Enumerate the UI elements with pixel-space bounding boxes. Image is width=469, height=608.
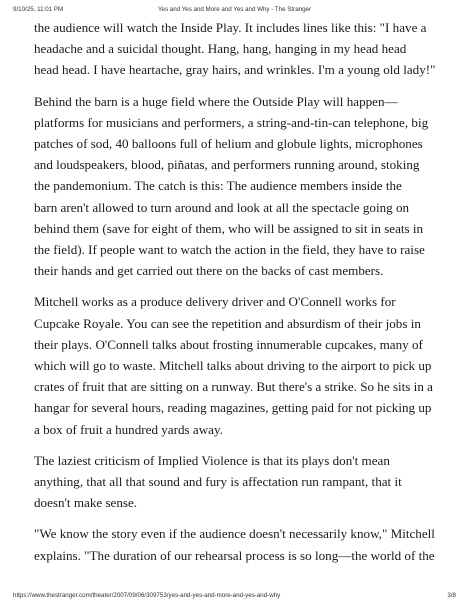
print-header (13, 6, 456, 16)
print-timestamp: 9/10/25, 11:01 PM (13, 6, 64, 13)
print-footer (13, 592, 456, 602)
page-number: 3/8 (447, 592, 456, 599)
text-line: "We know the story even if the audience doesn't necessarily know," Mitchell (34, 526, 435, 542)
paragraph (34, 91, 456, 282)
article-body (34, 17, 456, 566)
text-line: their plays. O'Connell talks about frosting innumerable cupcakes, many of (34, 336, 423, 352)
paragraph (34, 291, 456, 439)
text-line: headache and a suicidal thought. Hang, hang, hanging in my head head (34, 41, 407, 57)
text-line: patches of sod, 40 balloons full of helium and globule lights, microphones (34, 136, 423, 152)
text-line: and loudspeakers, blood, piñatas, and performers running around, stoking (34, 157, 420, 173)
text-line: The laziest criticism of Implied Violence is that its plays don't mean (34, 452, 390, 468)
text-line: explains. "The duration of our rehearsal process is so long—the world of the (34, 547, 435, 563)
text-line: their hands and get carried out there on the backs of cast members. (34, 263, 384, 279)
text-line: doesn't make sense. (34, 495, 138, 511)
text-line: anything, that all that sound and fury is affectation run rampant, that it (34, 474, 402, 490)
text-line: crates of fruit that are sitting on a runway. But there's a strike. So he sits in a (34, 379, 433, 395)
paragraph (34, 523, 456, 565)
text-line: which will go to waste. Mitchell talks about driving to the airport to pick up (34, 358, 432, 374)
text-line: Cupcake Royale. You can see the repetition and absurdism of their jobs in (34, 315, 421, 331)
text-line: the field). If people want to watch the action in the field, they have to raise (34, 242, 425, 258)
text-line: head head. I have heartache, gray hairs, and wrinkles. I'm a young old lady!" (34, 62, 436, 78)
text-line: platforms for musicians and performers, a string-and-tin-can telephone, big (34, 114, 429, 130)
text-line: hangar for several hours, reading magazines, getting paid for not picking up (34, 400, 432, 416)
text-line: barn aren't allowed to turn around and look at all the spectacle going on (34, 199, 410, 215)
print-page-title: Yes and Yes and More and Yes and Why - The Stranger (157, 6, 312, 13)
text-line: Mitchell works as a produce delivery driver and O'Connell works for (34, 294, 396, 310)
paragraph (34, 17, 456, 81)
print-url: https://www.thestranger.com/theater/2007/09/06/309753/yes-and-yes-and-more-and-yes-and-why (13, 592, 281, 599)
text-line: the audience will watch the Inside Play. It includes lines like this: "I have a (34, 20, 427, 35)
text-line: the pandemonium. The catch is this: The audience members inside the (34, 178, 402, 194)
text-line: behind them (save for eight of them, who will be assigned to sit in seats in (34, 220, 424, 236)
text-line: a box of fruit a hundred yards away. (34, 421, 223, 437)
paragraph (34, 450, 456, 514)
text-line: Behind the barn is a huge field where the Outside Play will happen— (34, 93, 398, 109)
